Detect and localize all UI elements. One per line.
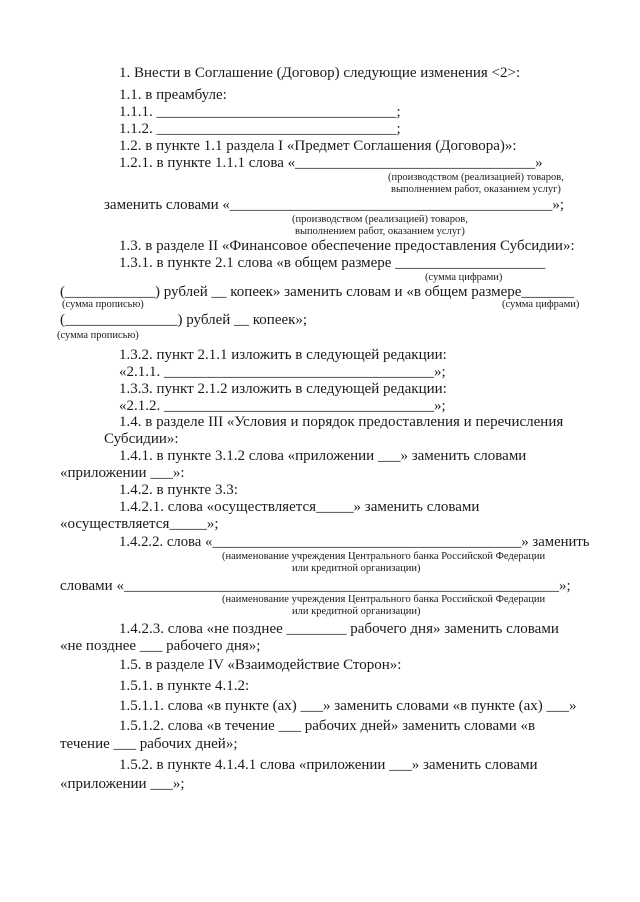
doc-line: 1. Внести в Соглашение (Договор) следующие изменения <2>: [119,65,521,81]
doc-line: 1.4.2. в пункте 3.3: [119,482,238,498]
doc-line: 1.4.2.1. слова «осуществляется_____» заменить словами [119,499,480,515]
doc-line: (____________) рублей __ копеек» заменить словам и «в общем размере_______ [60,284,574,300]
doc-line: 1.5.1.2. слова «в течение ___ рабочих дней» заменить словами «в [119,718,536,734]
doc-line: 1.4.2.3. слова «не позднее ________ рабочего дня» заменить словами [119,621,559,637]
doc-line: 1.1.2. ________________________________; [119,121,401,137]
doc-line: «приложении ___»: [60,465,185,481]
doc-line: «2.1.2. ____________________________________»; [119,398,446,414]
doc-line: 1.2. в пункте 1.1 раздела I «Предмет Соглашения (Договора)»: [119,138,517,154]
doc-line: «приложении ___»; [60,776,185,792]
doc-line: заменить словами «___________________________________________»; [104,197,565,213]
field-note: (сумма цифрами) [425,272,503,283]
field-note: или кредитной организации) [292,563,421,574]
doc-line: 1.5. в разделе IV «Взаимодействие Сторон»: [119,657,402,673]
field-note: (наименование учреждения Центрального банка Российской Федерации [222,551,546,562]
doc-line: 1.1. в преамбуле: [119,87,227,103]
doc-line: «не позднее ___ рабочего дня»; [60,638,261,654]
doc-line: 1.3. в разделе II «Финансовое обеспечение предоставления Субсидии»: [119,238,575,254]
doc-line: 1.5.1.1. слова «в пункте (ах) ___» заменить словами «в пункте (ах) ___» [119,698,577,714]
doc-line: 1.3.1. в пункте 2.1 слова «в общем размере ____________________ [119,255,546,271]
doc-line: 1.4.1. в пункте 3.1.2 слова «приложении ___» заменить словами [119,448,527,464]
doc-line: (_______________) рублей __ копеек»; [60,312,308,328]
field-note: (производством (реализацией) товаров, [388,172,564,183]
doc-line: 1.2.1. в пункте 1.1.1 слова «________________________________» [119,155,543,171]
doc-line: 1.1.1. ________________________________; [119,104,401,120]
doc-line: 1.5.2. в пункте 4.1.4.1 слова «приложении ___» заменить словами [119,757,538,773]
field-note: (сумма прописью) [57,330,139,341]
field-note: выполнением работ, оказанием услуг) [391,184,561,195]
field-note: (наименование учреждения Центрального банка Российской Федерации [222,594,546,605]
doc-line: словами «__________________________________________________________»; [60,578,571,594]
field-note: (производством (реализацией) товаров, [292,214,468,225]
doc-line: «осуществляется_____»; [60,516,219,532]
doc-line: 1.3.2. пункт 2.1.1 изложить в следующей редакции: [119,347,447,363]
field-note: (сумма цифрами) [502,299,580,310]
doc-line: 1.5.1. в пункте 4.1.2: [119,678,250,694]
field-note: (сумма прописью) [62,299,144,310]
doc-line: «2.1.1. ____________________________________»; [119,364,446,380]
doc-line: 1.4.2.2. слова «__________________________________________» заменить [119,534,590,550]
doc-line: Субсидии»: [104,431,179,447]
doc-line: 1.4. в разделе III «Условия и порядок предоставления и перечисления [119,414,564,430]
doc-line: течение ___ рабочих дней»; [60,736,238,752]
field-note: выполнением работ, оказанием услуг) [295,226,465,237]
field-note: или кредитной организации) [292,606,421,617]
doc-line: 1.3.3. пункт 2.1.2 изложить в следующей редакции: [119,381,447,397]
